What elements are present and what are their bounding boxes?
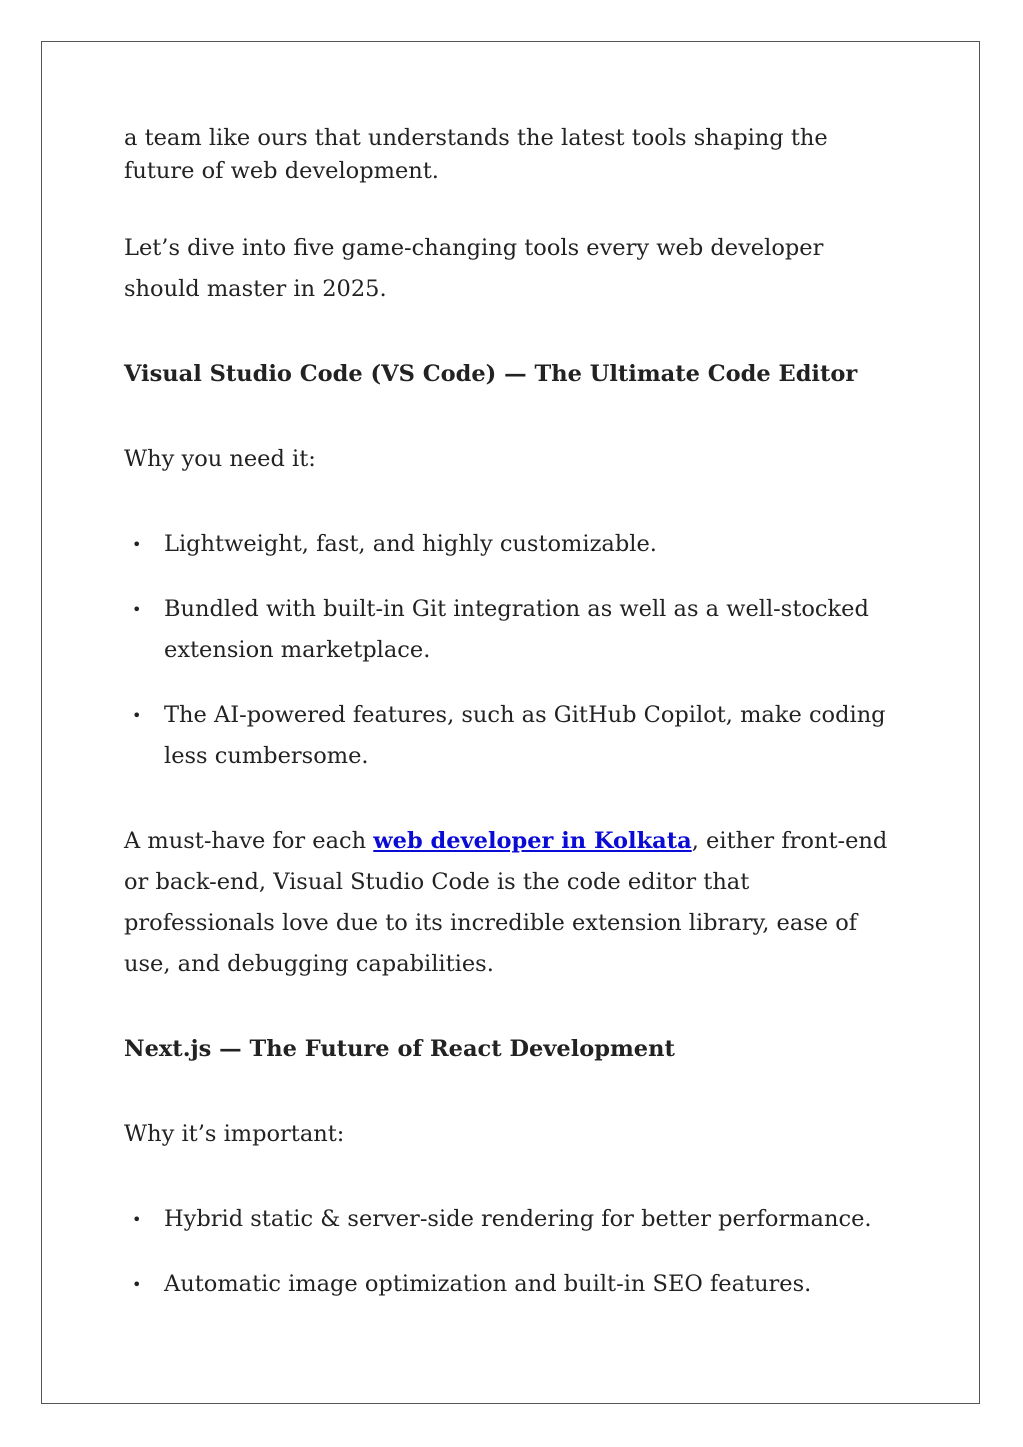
list-item-text: Automatic image optimization and built-in SEO features. [164,1271,812,1297]
list-item-text: Lightweight, fast, and highly customizable. [164,531,657,557]
intro-paragraph: a team like ours that understands the latest tools shaping the future of web development. [124,125,828,184]
list-item-text: Bundled with built-in Git integration as well as a well-stocked extension marketplace. [164,596,869,663]
bullet-list-nextjs [124,1199,904,1305]
list-item [124,524,904,565]
bullet-icon: • [132,600,142,619]
bullet-icon: • [132,1275,142,1294]
why-label-vscode: Why you need it: [124,446,316,472]
bullet-icon: • [132,706,142,725]
list-item-text: Hybrid static & server-side rendering for better performance. [164,1206,872,1232]
section-heading-nextjs: Next.js — The Future of React Development [124,1036,675,1062]
list-item [124,1199,904,1240]
list-item-text: The AI-powered features, such as GitHub Copilot, make coding less cumbersome. [164,702,886,769]
lead-paragraph: Let’s dive into five game-changing tools every web developer should master in 2025. [124,235,824,302]
vscode-summary-paragraph [124,821,904,985]
web-developer-kolkata-link[interactable]: web developer in Kolkata [373,828,692,854]
article-body [124,122,904,1305]
bullet-list-vscode [124,524,904,777]
bullet-icon: • [132,535,142,554]
why-label-nextjs: Why it’s important: [124,1121,345,1147]
summary-text-end: , either front-end or back-end, Visual Studio Code is the code editor that professionals love due to its incredible extension library, ease of use, and debugging capabilities. [124,828,888,977]
list-item [124,1264,904,1305]
summary-text-start: A must-have for each [124,828,374,854]
list-item [124,695,904,777]
section-heading-vscode: Visual Studio Code (VS Code) — The Ultimate Code Editor [124,361,858,387]
bullet-icon: • [132,1210,142,1229]
list-item [124,589,904,671]
